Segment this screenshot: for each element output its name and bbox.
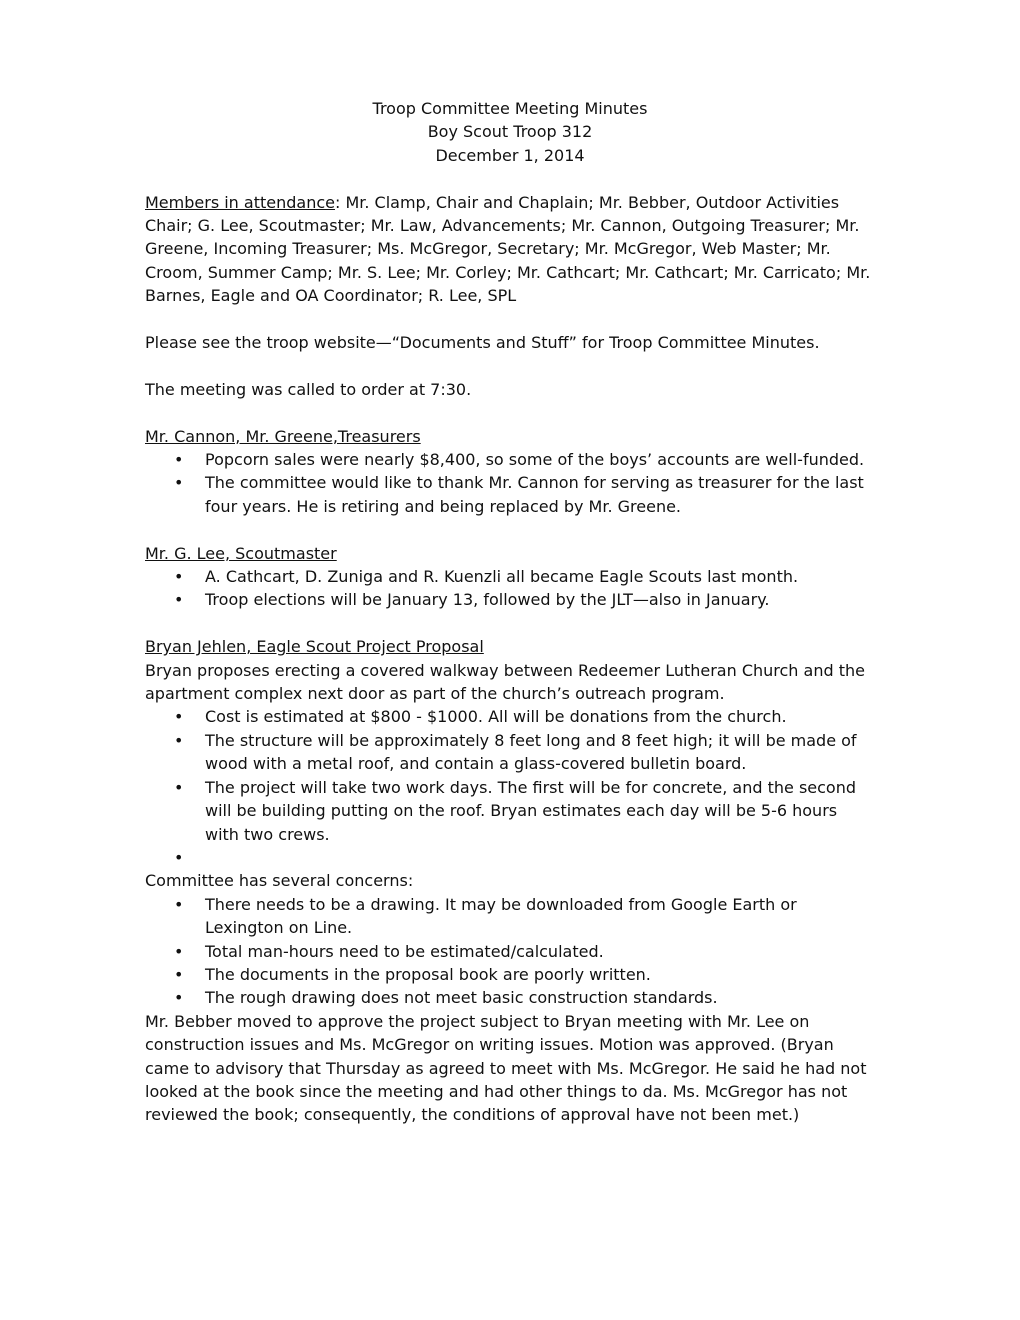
list-item: • Popcorn sales were nearly $8,400, so some of the boys’ accounts are well-funded. (205, 448, 875, 471)
eagle-project-heading: Bryan Jehlen, Eagle Scout Project Proposal (145, 637, 484, 657)
list-item: • A. Cathcart, D. Zuniga and R. Kuenzli all became Eagle Scouts last month. (205, 565, 875, 588)
bullet-icon: • (174, 730, 184, 750)
document-header (145, 97, 875, 167)
attendance-label: Members in attendance (145, 192, 335, 212)
list-item: • The project will take two work days. The first will be for concrete, and the second will be building putting on the roof. Bryan estimates each day will be 5-6 hours with two crews. (174, 777, 856, 844)
attendance-list: : Mr. Clamp, Chair and Chaplain; Mr. Bebber, Outdoor Activities Chair; G. Lee, Scoutmaster; Mr. Law, Advancements; Mr. Cannon, Outgoing Treasurer; Mr. Greene, Incoming Treasurer; Ms. McGregor, Secretary; Mr. McGregor, Web Master; Mr. Croom, Summer Camp; Mr. S. Lee; Mr. Corley; Mr. Cathcart; Mr. Cathcart; Mr. Carricato; Mr. Barnes, Eagle and OA Coordinator; R. Lee, SPL (145, 192, 871, 306)
meeting-date: December 1, 2014 (435, 145, 585, 165)
concerns-list (145, 893, 875, 1010)
bullet-icon: • (174, 941, 184, 961)
bullet-icon: • (174, 964, 184, 984)
list-item: • The documents in the proposal book are poorly written. (205, 963, 875, 986)
motion-paragraph: Mr. Bebber moved to approve the project subject to Bryan meeting with Mr. Lee on construction issues and Ms. McGregor on writing issues. Motion was approved. (Bryan came to advisory that Thursday as agreed to meet with Ms. McGregor. He said he had not looked at the book since the meeting and had other things to da. Ms. McGregor has not reviewed the book; consequently, the conditions of approval have not been met.) (145, 1011, 867, 1125)
bullet-icon: • (174, 567, 184, 587)
list-item: • Troop elections will be January 13, followed by the JLT—also in January. (205, 588, 875, 611)
bullet-icon: • (174, 707, 184, 727)
bullet-icon: • (174, 894, 184, 914)
bullet-icon: • (174, 590, 184, 610)
bullet-icon: • (174, 450, 184, 470)
treasurers-heading: Mr. Cannon, Mr. Greene,Treasurers (145, 426, 421, 446)
list-item: • Total man-hours need to be estimated/calculated. (205, 940, 875, 963)
list-item: • The rough drawing does not meet basic construction standards. (205, 986, 875, 1009)
concerns-intro: Committee has several concerns: (145, 871, 414, 891)
list-item-empty (174, 846, 875, 869)
bullet-icon: • (174, 473, 184, 493)
bullet-icon: • (174, 988, 184, 1008)
document-page (145, 97, 875, 1127)
call-to-order: The meeting was called to order at 7:30. (145, 379, 472, 399)
list-item: • Cost is estimated at $800 - $1000. All will be donations from the church. (205, 705, 875, 728)
eagle-project-list (145, 705, 875, 869)
list-item: • There needs to be a drawing. It may be downloaded from Google Earth or Lexington on Line. (174, 894, 797, 938)
scoutmaster-list (145, 565, 875, 612)
list-item: • The structure will be approximately 8 feet long and 8 feet high; it will be made of wood with a metal roof, and contain a glass-covered bulletin board. (174, 730, 857, 774)
bullet-icon: • (174, 777, 184, 797)
troop-name: Boy Scout Troop 312 (427, 122, 593, 142)
attendance-paragraph (145, 191, 875, 308)
bullet-icon: • (174, 847, 184, 867)
scoutmaster-heading: Mr. G. Lee, Scoutmaster (145, 543, 337, 563)
eagle-project-intro: Bryan proposes erecting a covered walkway between Redeemer Lutheran Church and the apartment complex next door as part of the church’s outreach program. (145, 660, 865, 704)
list-item: • The committee would like to thank Mr. Cannon for serving as treasurer for the last four years. He is retiring and being replaced by Mr. Greene. (174, 473, 864, 516)
document-title: Troop Committee Meeting Minutes (372, 99, 648, 118)
website-note: Please see the troop website—“Documents and Stuff” for Troop Committee Minutes. (145, 333, 820, 353)
treasurers-list (145, 448, 875, 518)
